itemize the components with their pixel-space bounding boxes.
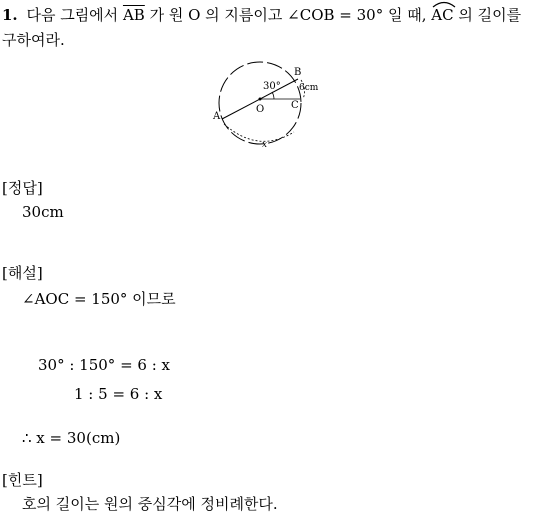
- question-text-c: 의 길이를: [458, 6, 522, 24]
- question-number: 1.: [2, 6, 18, 24]
- question-line-1: [2, 4, 521, 25]
- solution-line-1: ∠AOC = 150° 이므로: [22, 290, 176, 308]
- solution-header: [해설]: [2, 264, 43, 282]
- segment-ab: $\overline{AB}$: [122, 6, 145, 24]
- circle-figure: [208, 56, 328, 156]
- arc-mark-icon: [431, 0, 457, 8]
- circle-diagram: [208, 56, 328, 152]
- arc-ac: [431, 6, 453, 24]
- arc-ac-label: AC: [431, 6, 454, 24]
- angle-arc: [272, 92, 274, 99]
- hint-text: 호의 길이는 원의 중심각에 정비례한다.: [22, 495, 278, 513]
- hint-header: [힌트]: [2, 471, 43, 489]
- angle-label: 30°: [263, 81, 281, 92]
- arc-ac-mark: [224, 124, 294, 141]
- point-c-label: C: [291, 100, 299, 111]
- point-b-label: B: [294, 67, 302, 78]
- question-line-2: 구하여라.: [2, 31, 65, 49]
- solution-conclusion: ∴ x = 30(cm): [22, 429, 121, 447]
- point-o-label: O: [256, 104, 265, 115]
- question-text-b: 가 원 O 의 지름이고 ∠COB = 30° 일 때,: [149, 6, 427, 24]
- solution-equation-1: 30° : 150° = 6 : x: [38, 356, 171, 374]
- arc-length-label: 6cm: [299, 83, 319, 93]
- answer-value: 30cm: [22, 203, 64, 221]
- center-point: [259, 98, 262, 101]
- point-a-label: A: [213, 111, 221, 122]
- answer-header: [정답]: [2, 179, 43, 197]
- question-text-a: 다음 그림에서: [26, 6, 119, 24]
- circle-outline: [219, 62, 301, 144]
- arc-x-label: x: [262, 140, 268, 150]
- solution-equation-2: 1 : 5 = 6 : x: [74, 385, 163, 403]
